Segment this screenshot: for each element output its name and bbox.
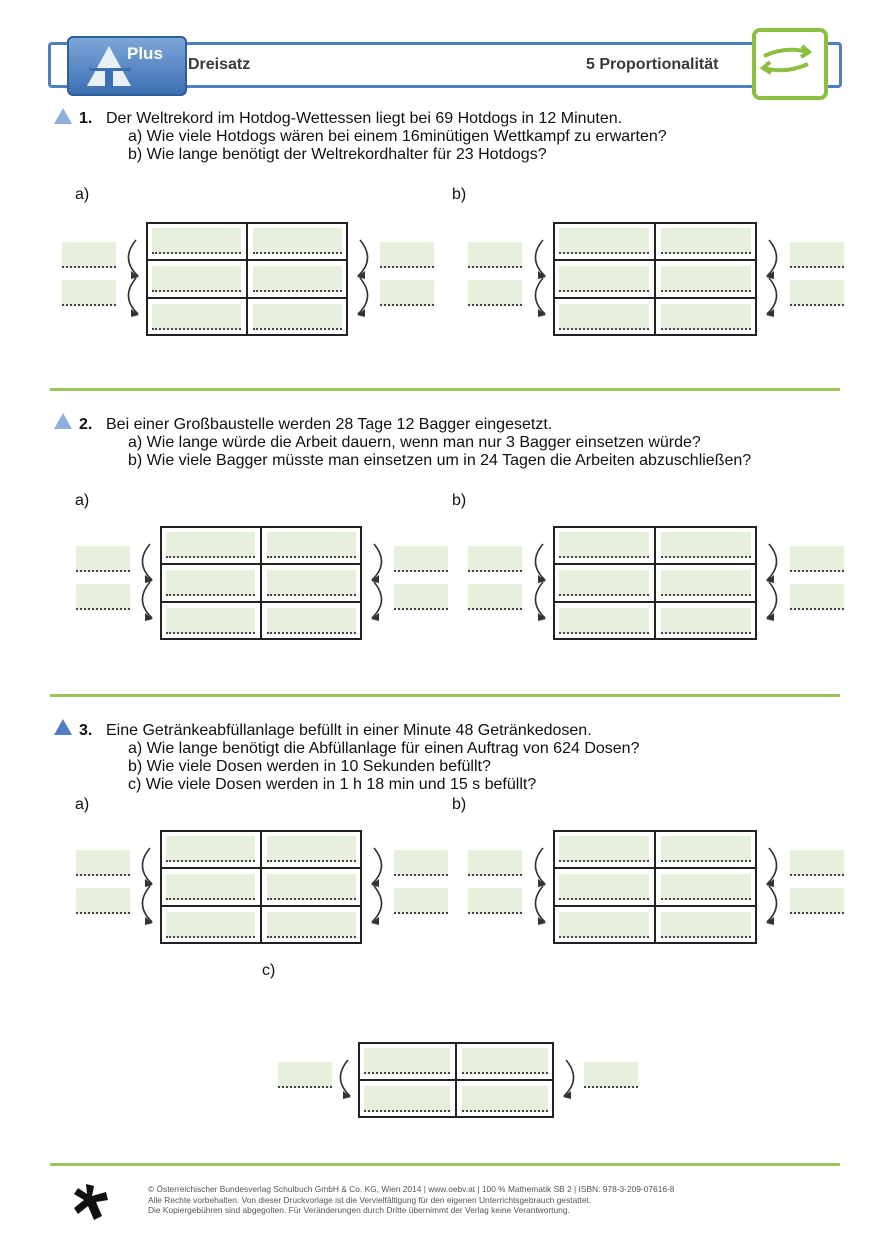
answer-cell[interactable] — [267, 836, 356, 862]
factor-box-right[interactable] — [790, 850, 844, 876]
answer-cell[interactable] — [253, 228, 342, 254]
answer-cell[interactable] — [267, 608, 356, 634]
factor-box-left[interactable] — [76, 888, 130, 914]
factor-box-right[interactable] — [790, 584, 844, 610]
factor-box-left[interactable] — [76, 584, 130, 610]
table-divider — [358, 1079, 554, 1081]
answer-cell[interactable] — [661, 570, 751, 596]
answer-cell[interactable] — [559, 304, 649, 330]
curved-arrow-icon — [132, 884, 160, 926]
answer-cell[interactable] — [462, 1048, 548, 1074]
answer-cell[interactable] — [559, 228, 649, 254]
table-divider — [654, 222, 656, 336]
factor-box-right[interactable] — [790, 242, 844, 268]
answer-cell[interactable] — [559, 912, 649, 938]
curved-arrow-icon — [118, 238, 146, 280]
curved-arrow-icon — [759, 542, 787, 584]
curved-arrow-icon — [759, 846, 787, 888]
factor-box-right[interactable] — [584, 1062, 638, 1088]
answer-cell[interactable] — [253, 266, 342, 292]
table-divider — [160, 563, 362, 565]
factor-box-right[interactable] — [790, 280, 844, 306]
factor-box-right[interactable] — [394, 888, 448, 914]
answer-cell[interactable] — [166, 532, 255, 558]
table-divider — [160, 867, 362, 869]
answer-cell[interactable] — [152, 266, 241, 292]
answer-cell[interactable] — [559, 874, 649, 900]
curved-arrow-icon — [364, 580, 392, 622]
answer-cell[interactable] — [166, 912, 255, 938]
factor-box-left[interactable] — [76, 546, 130, 572]
curved-arrow-icon — [525, 884, 553, 926]
answer-cell[interactable] — [152, 228, 241, 254]
answer-cell[interactable] — [152, 304, 241, 330]
table-divider — [146, 297, 348, 299]
answer-cell[interactable] — [661, 874, 751, 900]
curved-arrow-icon — [759, 238, 787, 280]
section-divider — [50, 694, 840, 697]
answer-cell[interactable] — [559, 532, 649, 558]
factor-box-right[interactable] — [380, 242, 434, 268]
curved-arrow-icon — [525, 542, 553, 584]
factor-box-left[interactable] — [468, 280, 522, 306]
factor-box-left[interactable] — [278, 1062, 332, 1088]
table-divider — [654, 526, 656, 640]
answer-label: a) — [75, 492, 90, 509]
curved-arrow-icon — [525, 238, 553, 280]
difficulty-icon — [54, 719, 72, 735]
topic-title: Dreisatz — [188, 56, 251, 73]
question-text: Eine Getränkeabfüllanlage befüllt in einer Minute 48 Getränkedosen. — [106, 722, 592, 739]
curved-arrow-icon — [132, 580, 160, 622]
answer-cell[interactable] — [267, 912, 356, 938]
curved-arrow-icon — [364, 846, 392, 888]
curved-arrow-icon — [350, 276, 378, 318]
question-part: b) Wie viele Dosen werden in 10 Sekunden befüllt? — [128, 758, 491, 775]
proportion-logo — [752, 28, 828, 100]
answer-label: c) — [262, 962, 276, 979]
answer-cell[interactable] — [661, 266, 751, 292]
question-part: a) Wie lange würde die Arbeit dauern, wenn man nur 3 Bagger einsetzen würde? — [128, 434, 701, 451]
answer-cell[interactable] — [267, 570, 356, 596]
question-part: c) Wie viele Dosen werden in 1 h 18 min und 15 s befüllt? — [128, 776, 537, 793]
answer-cell[interactable] — [166, 570, 255, 596]
answer-label: a) — [75, 186, 90, 203]
factor-box-right[interactable] — [394, 546, 448, 572]
curved-arrow-icon — [759, 276, 787, 318]
question-number: 2. — [79, 416, 93, 433]
answer-cell[interactable] — [661, 532, 751, 558]
answer-cell[interactable] — [661, 608, 751, 634]
table-divider — [146, 259, 348, 261]
factor-box-left[interactable] — [468, 888, 522, 914]
factor-box-right[interactable] — [394, 584, 448, 610]
factor-box-right[interactable] — [790, 546, 844, 572]
difficulty-icon — [54, 108, 72, 124]
answer-cell[interactable] — [267, 532, 356, 558]
curved-arrow-icon — [132, 846, 160, 888]
curved-arrow-icon — [132, 542, 160, 584]
factor-box-left[interactable] — [468, 584, 522, 610]
table-divider — [160, 601, 362, 603]
curved-arrow-icon — [364, 884, 392, 926]
table-divider — [553, 601, 757, 603]
curved-arrow-icon — [364, 542, 392, 584]
answer-cell[interactable] — [559, 836, 649, 862]
table-divider — [553, 259, 757, 261]
question-part: b) Wie viele Bagger müsste man einsetzen um in 24 Tagen die Arbeiten abzuschließen? — [128, 452, 752, 469]
answer-cell[interactable] — [267, 874, 356, 900]
answer-cell[interactable] — [166, 608, 255, 634]
curved-arrow-icon — [525, 846, 553, 888]
answer-cell[interactable] — [559, 570, 649, 596]
answer-cell[interactable] — [661, 912, 751, 938]
curved-arrow-icon — [759, 884, 787, 926]
answer-cell[interactable] — [364, 1048, 450, 1074]
answer-cell[interactable] — [166, 836, 255, 862]
factor-box-left[interactable] — [468, 850, 522, 876]
table-divider — [160, 905, 362, 907]
question-number: 1. — [79, 110, 93, 127]
answer-cell[interactable] — [661, 836, 751, 862]
question-text: Der Weltrekord im Hotdog-Wettessen liegt bei 69 Hotdogs in 12 Minuten. — [106, 110, 623, 127]
factor-box-right[interactable] — [380, 280, 434, 306]
table-divider — [553, 867, 757, 869]
answer-label: b) — [452, 796, 467, 813]
chapter-title: 5 Proportionalität — [586, 56, 719, 73]
answer-cell[interactable] — [559, 608, 649, 634]
answer-label: b) — [452, 186, 467, 203]
question-part: a) Wie viele Hotdogs wären bei einem 16minütigen Wettkampf zu erwarten? — [128, 128, 667, 145]
factor-box-left[interactable] — [62, 280, 116, 306]
factor-box-right[interactable] — [790, 888, 844, 914]
section-divider — [50, 1163, 840, 1166]
factor-box-left[interactable] — [468, 546, 522, 572]
answer-label: a) — [75, 796, 90, 813]
curved-arrow-icon — [556, 1058, 584, 1100]
answer-cell[interactable] — [661, 228, 751, 254]
difficulty-icon — [54, 413, 72, 429]
plus-logo — [67, 36, 187, 96]
curved-arrow-icon — [350, 238, 378, 280]
factor-box-left[interactable] — [468, 242, 522, 268]
factor-box-left[interactable] — [62, 242, 116, 268]
question-text: Bei einer Großbaustelle werden 28 Tage 12 Bagger eingesetzt. — [106, 416, 553, 433]
question-number: 3. — [79, 722, 93, 739]
table-divider — [260, 830, 262, 944]
curved-arrow-icon — [118, 276, 146, 318]
table-divider — [246, 222, 248, 336]
logo-label: Plus — [127, 44, 163, 63]
table-divider — [553, 297, 757, 299]
publisher-logo-icon — [72, 1182, 112, 1222]
question-part: a) Wie lange benötigt die Abfüllanlage für einen Auftrag von 624 Dosen? — [128, 740, 640, 757]
question-part: b) Wie lange benötigt der Weltrekordhalter für 23 Hotdogs? — [128, 146, 547, 163]
answer-cell[interactable] — [462, 1086, 548, 1112]
section-divider — [50, 388, 840, 391]
copyright-text: © Österreichischer Bundesverlag Schulbuch GmbH & Co. KG, Wien 2014 | www.oebv.at | 100 % Mathematik SB 2 | ISBN: 978-3-209-07616-8 Alle Rechte vorbehalten. Von dieser Druckvorlage ist die Vervielfältigung für den eigenen Unterrichtsgebrauch gestattet. Die Kopiergebühren sind abgegolten. Für Veränderungen durch Dritte übernimmt der Verlag keine Verantwortung. — [148, 1184, 675, 1215]
table-divider — [260, 526, 262, 640]
curved-arrow-icon — [330, 1058, 358, 1100]
answer-cell[interactable] — [166, 874, 255, 900]
curved-arrow-icon — [525, 276, 553, 318]
factor-box-right[interactable] — [394, 850, 448, 876]
table-divider — [654, 830, 656, 944]
table-divider — [553, 563, 757, 565]
answer-cell[interactable] — [559, 266, 649, 292]
answer-cell[interactable] — [253, 304, 342, 330]
table-divider — [553, 905, 757, 907]
arrows-icon — [756, 32, 816, 88]
curved-arrow-icon — [759, 580, 787, 622]
factor-box-left[interactable] — [76, 850, 130, 876]
answer-cell[interactable] — [364, 1086, 450, 1112]
answer-label: b) — [452, 492, 467, 509]
curved-arrow-icon — [525, 580, 553, 622]
answer-cell[interactable] — [661, 304, 751, 330]
